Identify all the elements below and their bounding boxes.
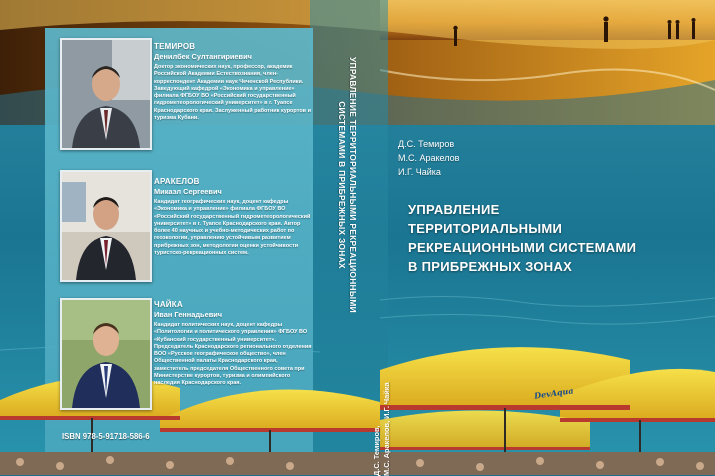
- author-given-name: Микаэл Сергеевич: [154, 187, 222, 196]
- front-author-name: М.С. Аракелов: [398, 153, 460, 163]
- spine-authors: [372, 326, 391, 476]
- book-title-line: УПРАВЛЕНИЕ: [408, 202, 500, 217]
- author-bio: Доктор экономических наук, профессор, академик Российской Академии Естествознания, член-корреспондент Академии наук Чеченской Республики. Заведующий кафедрой «Экономика и управление» филиала ФГБОУ ВО «Российский государственный гидрометеорологический университет» в г. Туапсе Краснодарского края. Заслуженный работник курортов и туризма Кубани.: [154, 64, 311, 122]
- book-title-line: В ПРИБРЕЖНЫХ ЗОНАХ: [408, 259, 573, 274]
- portrait-image: [62, 40, 150, 148]
- author-given-name: Денилбек Султангириевич: [154, 52, 252, 61]
- isbn-number: ISBN 978-5-91718-586-6: [62, 432, 150, 441]
- author-photo-arakelov: [60, 170, 152, 282]
- front-authors: [398, 137, 459, 179]
- umbrella-logo-text: DevAqua: [533, 385, 574, 401]
- spine-author-line: М.С. Аракелов, И.Г. Чайка: [381, 382, 391, 476]
- portrait-image: [62, 172, 150, 280]
- book-title: [408, 200, 636, 276]
- portrait-image: [62, 300, 150, 408]
- book-title-line: ТЕРРИТОРИАЛЬНЫМИ: [408, 221, 563, 236]
- author-surname: ТЕМИРОВ: [154, 42, 196, 51]
- author-bio: Кандидат политических наук, доцент кафедры «Политологии и политического управления» ФГБОУ ВО «Кубанский государственный университет». Председатель Краснодарского регионального отделения ВОО «Русское географическое общество», член Общественной палаты Краснодарского края, заместитель председателя Общественного совета при Министерстве курортов, туризма и олимпийского наследия Краснодарского края.: [154, 322, 312, 387]
- author-block-chaika: [154, 300, 312, 388]
- author-bio: Кандидат географических наук, доцент кафедры «Экономика и управление» филиала ФГБОУ ВО «Российский государственный гидрометеорологический университет» в г. Туапсе Краснодарского края. Автор более 40 научных и учебно-методических работ по геоэкологии, управлению устойчивым развитием прибрежных зон, методологии оценки устойчивости туристско-рекреационных систем.: [154, 199, 311, 257]
- front-author-name: Д.С. Темиров: [398, 139, 455, 149]
- front-author-name: И.Г. Чайка: [398, 167, 441, 177]
- author-block-arakelov: [154, 177, 312, 257]
- author-photo-chaika: [60, 298, 152, 410]
- book-title-line: РЕКРЕАЦИОННЫМИ СИСТЕМАМИ: [408, 240, 637, 255]
- author-surname: АРАКЕЛОВ: [154, 177, 200, 186]
- spine-author-line: Д.С. Темиров,: [372, 425, 381, 476]
- author-block-temirov: [154, 42, 312, 122]
- author-surname: ЧАЙКА: [154, 300, 183, 309]
- author-photo-temirov: [60, 38, 152, 150]
- spine-title: УПРАВЛЕНИЕ ТЕРРИТОРИАЛЬНЫМИ РЕКРЕАЦИОННЫМИ СИСТЕМАМИ В ПРИБРЕЖНЫХ ЗОНАХ: [337, 57, 358, 313]
- author-given-name: Иван Геннадьевич: [154, 310, 223, 319]
